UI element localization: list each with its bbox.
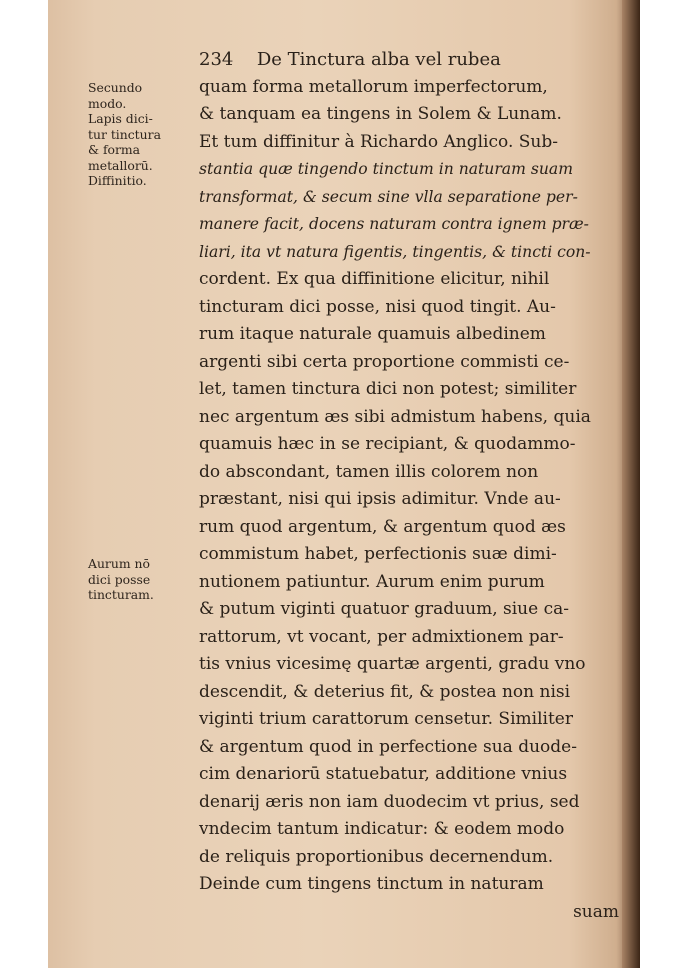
text-line: de reliquis proportionibus decernendum. [199, 846, 554, 867]
text-line: stantia quæ tingendo tinctum in naturam suam [199, 160, 573, 178]
text-line: rum itaque naturale quamuis albedinem [199, 324, 546, 344]
running-header [199, 46, 619, 74]
margin-note-line: metallorū. [88, 157, 153, 173]
text-line: transformat, & secum sine vlla separatione per- [199, 187, 578, 206]
margin-note-definition [88, 80, 161, 189]
text-line: cordent. Ex qua diffinitione elicitur, nihil [199, 269, 550, 289]
text-line: rattorum, vt vocant, per admixtionem par- [199, 626, 564, 647]
text-line: tis vnius vicesimę quartæ argenti, gradu vno [199, 654, 586, 674]
text-line: viginti trium carattorum censetur. Similiter [199, 709, 573, 729]
page-number: 234 [199, 49, 234, 70]
text-line: nutionem patiuntur. Aurum enim purum [199, 571, 545, 592]
margin-note-line: Aurum nō [88, 556, 150, 571]
margin-note-line: tincturam. [88, 587, 154, 602]
text-line: vndecim tantum indicatur: & eodem modo [199, 819, 565, 839]
text-line: liari, ita vt natura figentis, tingentis, & tincti con- [199, 242, 591, 261]
text-line: manere facit, docens naturam contra ignem præ- [199, 215, 589, 233]
text-line: quam forma metallorum imperfectorum, [199, 76, 548, 97]
margin-note-line: Secundo [88, 80, 143, 95]
text-line: rum quod argentum, & argentum quod æs [199, 516, 566, 537]
text-line: & putum viginti quatuor graduum, siue ca- [199, 599, 569, 619]
text-line: Deinde cum tingens tinctum in naturam [199, 874, 544, 894]
text-line: denarij æris non iam duodecim vt prius, sed [199, 791, 580, 812]
page-gutter-shadow [622, 0, 640, 968]
margin-note-line: & forma [88, 142, 141, 157]
text-line: & tanquam ea tingens in Solem & Lunam. [199, 104, 562, 124]
text-line: let, tamen tinctura dici non potest; similiter [199, 379, 577, 399]
text-line: suam [573, 901, 619, 922]
text-line: & argentum quod in perfectione sua duode- [199, 736, 577, 757]
text-line: cim denariorū statuebatur, additione vnius [199, 764, 568, 784]
text-line: descendit, & deterius fit, & postea non nisi [199, 681, 571, 702]
running-title: De Tinctura alba vel rubea [256, 49, 501, 70]
text-line: quamuis hæc in se recipiant, & quodammo- [199, 434, 576, 454]
body-text [199, 74, 619, 927]
text-line: do abscondant, tamen illis colorem non [199, 461, 539, 482]
book-page [48, 0, 640, 968]
text-block [199, 46, 619, 926]
text-line: tincturam dici posse, nisi quod tingit. Au- [199, 296, 556, 317]
text-line: præstant, nisi qui ipsis adimitur. Vnde au- [199, 489, 561, 509]
text-line: commistum habet, perfectionis suæ dimi- [199, 544, 557, 564]
margin-note-line: tur tinctura [88, 126, 161, 142]
text-line: argenti sibi certa proportione commisti ce- [199, 351, 570, 372]
margin-note-line: Lapis dici- [88, 111, 153, 126]
text-line: Et tum diffinitur à Richardo Anglico. Sub- [199, 131, 558, 152]
margin-note-line: modo. [88, 95, 127, 111]
margin-note-line: dici posse [88, 571, 151, 587]
text-line: nec argentum æs sibi admistum habens, quia [199, 406, 591, 427]
margin-note-aurum [88, 556, 154, 603]
margin-note-line: Diffinitio. [88, 173, 147, 188]
